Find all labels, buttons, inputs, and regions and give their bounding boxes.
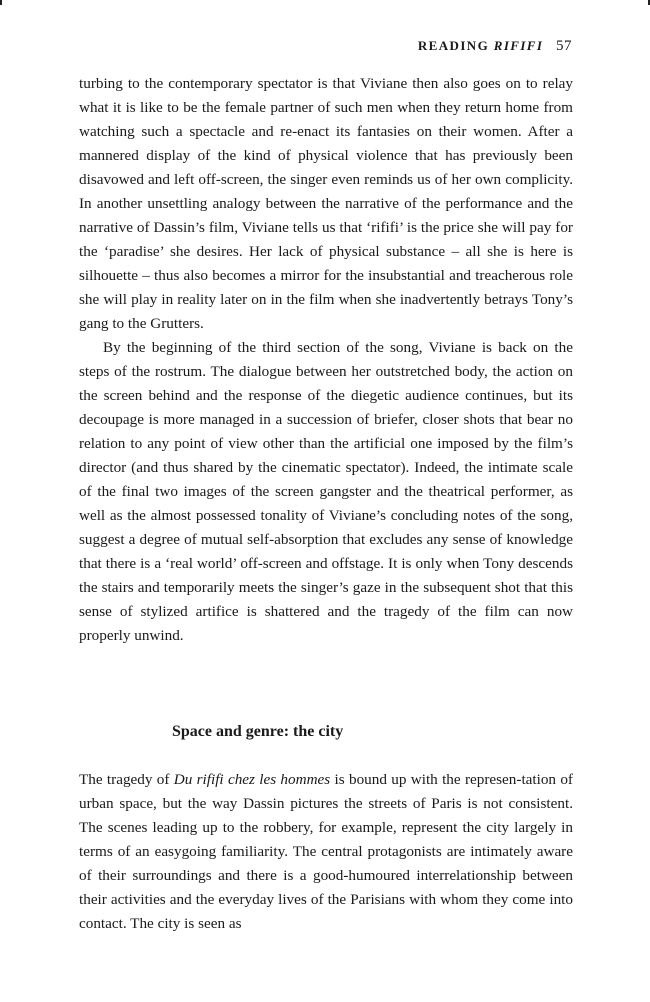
body-paragraph-2-text: By the beginning of the third section of the song, Viviane is back on the steps of the rostrum. The dialogue between her outstretched body, the action on the screen behind and the response of the diegetic audience continues, but its decoupage is more managed in a succession of briefer, closer shots that bear no relation to any point of view other than the artificial one imposed by the film’s director (and thus shared by the cinematic spectator). Indeed, the intimate scale of the final two images of the screen gangster and the theatrical performer, as well as the almost possessed tonality of Viviane’s concluding notes of the song, suggest a degree of mutual self-absorption that excludes any sense of knowledge that there is a ‘real world’ off-screen and offstage. It is only when Tony descends the stairs and temporarily meets the singer’s gaze in the subsequent shot that this sense of stylized artifice is shattered and the tragedy of the film can now properly unwind. [79, 339, 573, 644]
paragraph-3-text-start: The tragedy of [79, 771, 174, 788]
running-head-title: RIFIFI [493, 38, 544, 53]
paragraph-3-text-rest: is bound up with the represen-tation of urban space, but the way Dassin pictures the streets of Paris is not consistent. The scenes leading up to the robbery, for example, represent the city largely in terms of an easygoing familiarity. The central protagonists are intimately aware of their surroundings and there is a good-humoured interrelationship between their activities and the everyday lives of the Parisians with whom they come into contact. The city is seen as [79, 771, 573, 932]
body-paragraph-1: turbing to the contemporary spectator is that Viviane then also goes on to relay what it is like to be the female partner of such men when they return home from watching such a spectacle and re-enact its fantasies on their women. After a mannered display of the kind of physical violence that has previously been disavowed and left off-screen, the singer even reminds us of her own complicity. In another unsettling analogy between the narrative of the performance and the narrative of Dassin’s film, Viviane tells us that ‘rififi’ is the price she will pay for the ‘paradise’ she desires. Her lack of physical substance – all she is here is silhouette – thus also becomes a mirror for the insubstantial and treacherous role she will play in reality later on in the film when she inadvertently betrays Tony’s gang to the Grutters. [79, 75, 573, 332]
film-title: Du rififi chez les hommes [173, 771, 331, 788]
running-head [418, 38, 572, 55]
crop-mark-left [0, 0, 2, 5]
running-head-prefix: READING [417, 38, 490, 53]
body-paragraph-3 [79, 768, 573, 936]
body-paragraph-2 [79, 336, 573, 648]
page-number: 57 [556, 38, 572, 54]
section-heading: Space and genre: the city [172, 723, 344, 740]
